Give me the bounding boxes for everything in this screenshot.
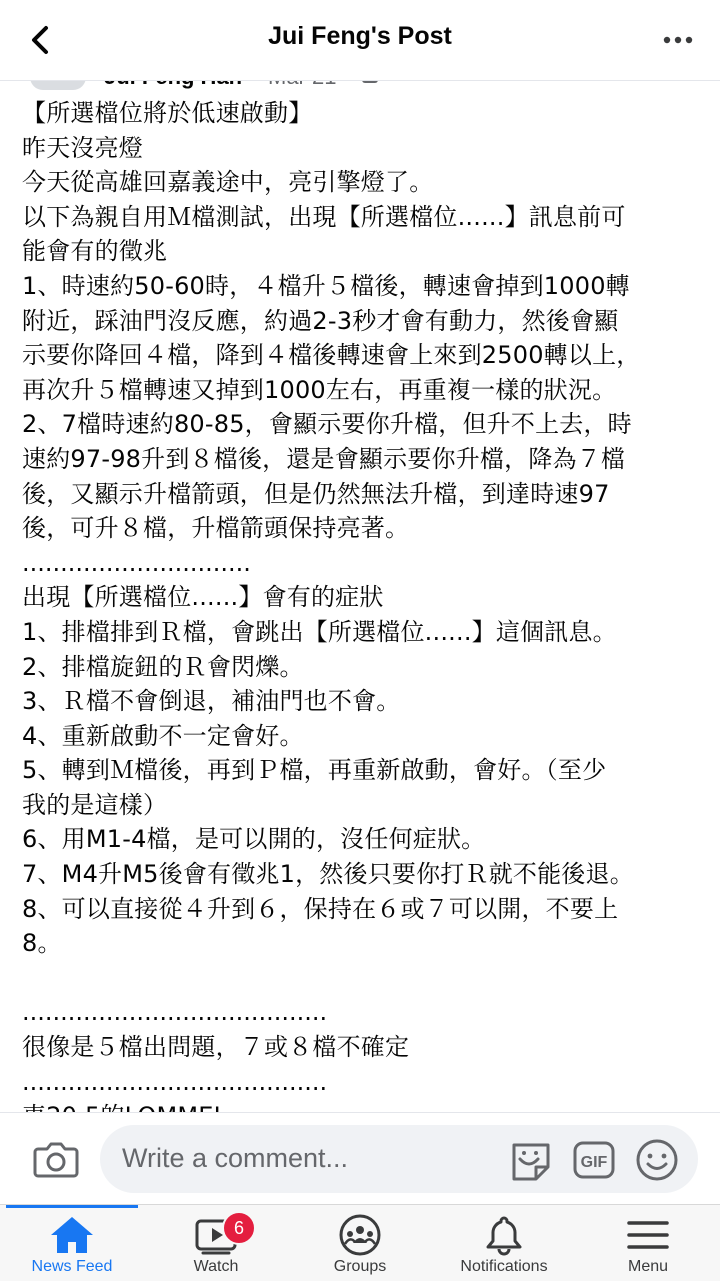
post-header xyxy=(0,0,720,81)
post-line: 速約97-98升到８檔後，還是會顯示要你升檔，降為７檔 xyxy=(22,444,626,473)
separator-line: .............................. xyxy=(22,548,251,577)
post-line: 8、可以直接從４升到６，保持在６或７可以開，不要上 xyxy=(22,894,619,923)
post-line: 出現【所選檔位......】會有的症狀 xyxy=(22,583,384,612)
sticker-icon[interactable] xyxy=(508,1137,554,1183)
nav-label: Notifications xyxy=(460,1258,548,1275)
comment-input[interactable] xyxy=(100,1125,698,1193)
post-line: 我的是這樣） xyxy=(22,790,168,819)
groups-icon xyxy=(335,1213,385,1257)
post-line: 1、時速約50-60時，４檔升５檔後，轉速會掉到1000轉 xyxy=(22,271,630,300)
emoji-icon[interactable] xyxy=(634,1137,680,1183)
page-title: Jui Feng's Post xyxy=(268,22,452,50)
nav-news-feed[interactable] xyxy=(0,1205,144,1281)
post-line: 8。 xyxy=(22,929,62,958)
notification-badge: 6 xyxy=(222,1211,256,1245)
post-line: 能會有的徵兆 xyxy=(22,237,168,266)
more-horizontal-icon[interactable] xyxy=(662,26,694,54)
camera-icon[interactable] xyxy=(32,1137,80,1181)
post-line: 示要你降回４檔，降到４檔後轉速會上來到2500轉以上， xyxy=(22,341,641,370)
post-line: 【所選檔位將於低速啟動】 xyxy=(22,99,313,127)
post-line: 3、Ｒ檔不會倒退，補油門也不會。 xyxy=(22,687,401,716)
post-line: 很像是５檔出問題，７或８檔不確定 xyxy=(22,1033,410,1062)
post-line: 後，可升８檔，升檔箭頭保持亮著。 xyxy=(22,514,410,543)
nav-groups[interactable] xyxy=(288,1205,432,1281)
active-tab-indicator xyxy=(6,1205,138,1208)
post-author-row xyxy=(0,80,720,90)
post-line: 今天從高雄回嘉義途中，亮引擎燈了。 xyxy=(22,168,434,197)
gif-icon[interactable] xyxy=(572,1139,616,1181)
separator-line: ........................................ xyxy=(22,998,328,1027)
post-line: 2、排檔旋鈕的Ｒ會閃爍。 xyxy=(22,652,304,681)
separator-line: ........................................ xyxy=(22,1067,328,1096)
post-line: 6、用M1-4檔，是可以開的，沒任何症狀。 xyxy=(22,825,486,854)
post-line: 5、轉到Ｍ檔後，再到Ｐ檔，再重新啟動，會好。（至少 xyxy=(22,756,607,785)
post-line: 2、7檔時速約80-85，會顯示要你升檔，但升不上去，時 xyxy=(22,410,632,439)
menu-icon xyxy=(623,1213,673,1257)
post-line: 7、M4升M5後會有徵兆1，然後只要你打Ｒ就不能後退。 xyxy=(22,860,634,889)
nav-label: Menu xyxy=(627,1258,669,1275)
post-line: 1、排檔排到Ｒ檔，會跳出【所選檔位......】這個訊息。 xyxy=(22,617,617,646)
home-icon xyxy=(47,1213,97,1257)
post-line: 再次升５檔轉速又掉到1000左右，再重複一樣的狀況。 xyxy=(22,375,617,404)
post-line: 以下為親自用Ｍ檔測試，出現【所選檔位......】訊息前可 xyxy=(22,202,626,231)
bell-icon xyxy=(479,1213,529,1257)
nav-label: Watch xyxy=(193,1258,239,1275)
post-line: 昨天沒亮燈 xyxy=(22,133,143,162)
nav-menu[interactable] xyxy=(576,1205,720,1281)
post-line: 4、重新啟動不一定會好。 xyxy=(22,721,304,750)
post-line: 附近，踩油門沒反應，約過2-3秒才會有動力，然後會顯 xyxy=(22,306,619,335)
post-line: 後，又顯示升檔箭頭，但是仍然無法升檔，到達時速97 xyxy=(22,479,610,508)
post-body xyxy=(22,96,712,1110)
nav-label: Groups xyxy=(333,1258,387,1275)
comment-placeholder: Write a comment... xyxy=(122,1143,349,1173)
nav-notifications[interactable] xyxy=(432,1205,576,1281)
comment-bar xyxy=(0,1112,720,1205)
blank-line xyxy=(22,961,712,996)
bottom-nav xyxy=(0,1204,720,1281)
nav-watch[interactable] xyxy=(144,1205,288,1281)
gif-label: GIF xyxy=(580,1154,608,1171)
nav-label: News Feed xyxy=(31,1258,113,1275)
